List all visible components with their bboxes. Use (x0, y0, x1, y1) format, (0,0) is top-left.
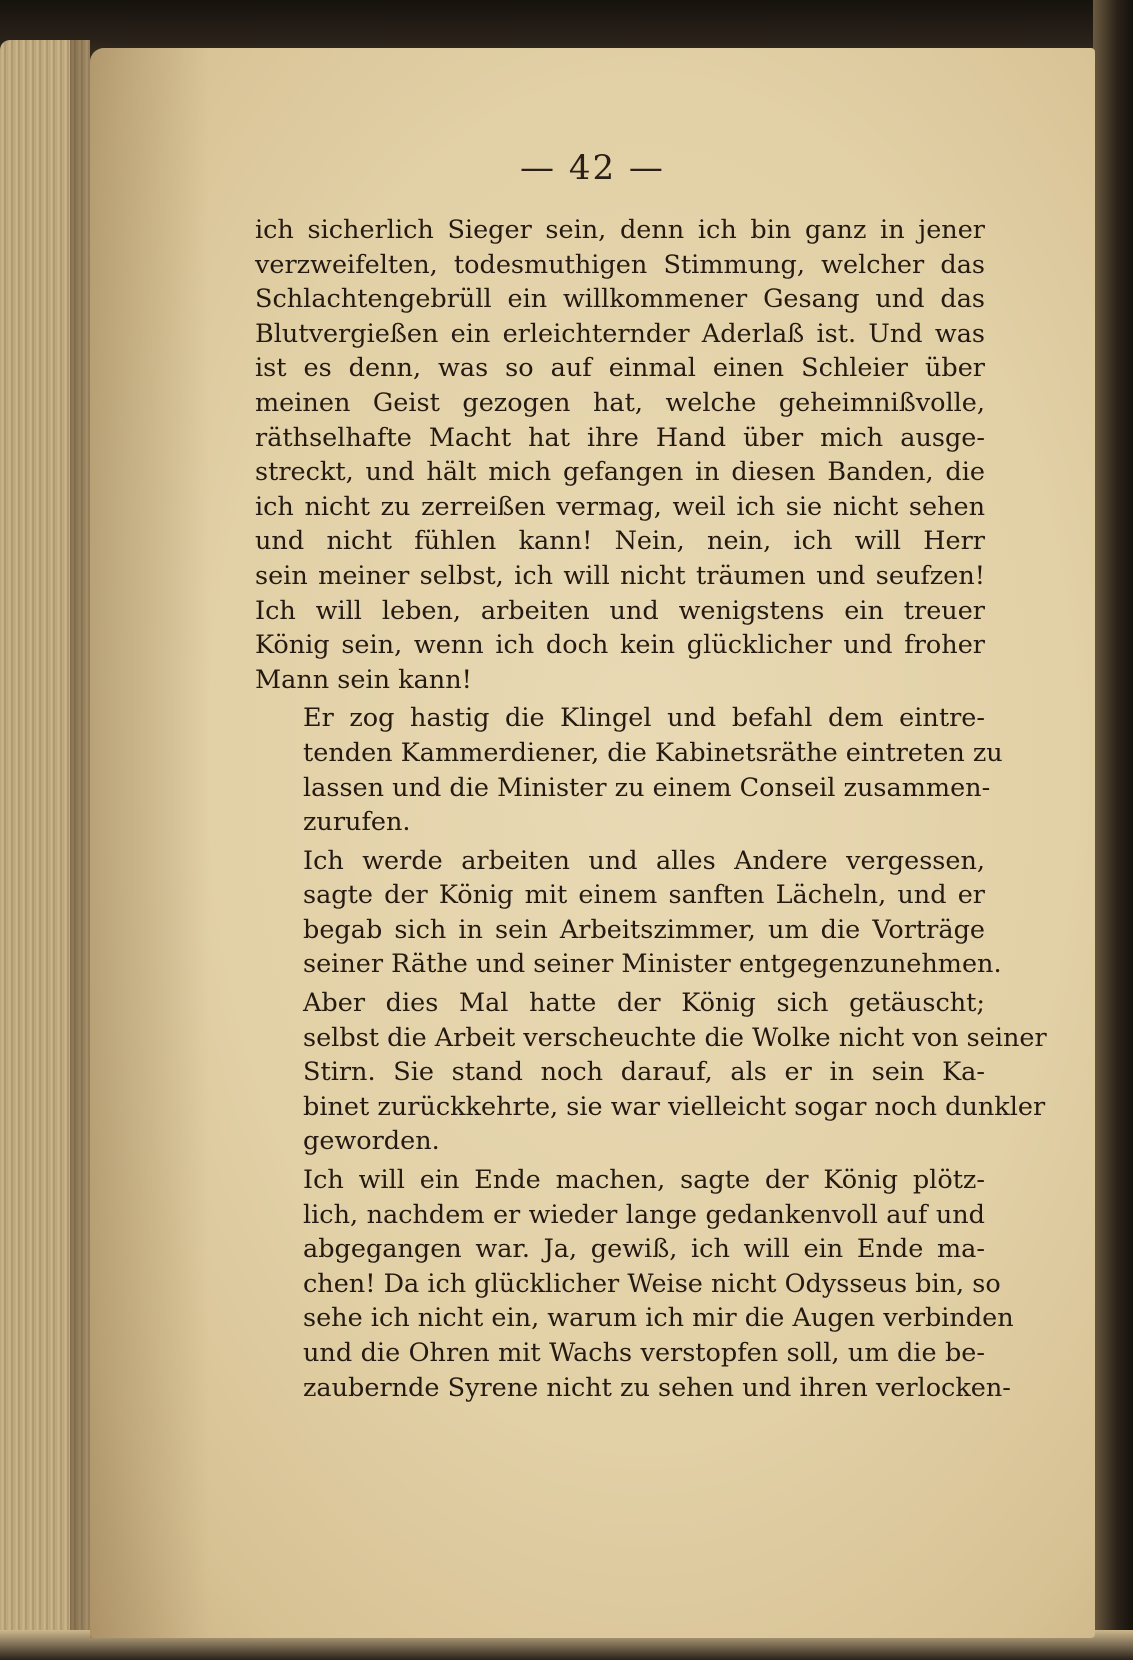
text-line: Er zog hastig die Klingel und befahl dem eintre- (303, 703, 985, 734)
text-line: Schlachtengebrüll ein willkommener Gesang und das (255, 284, 985, 315)
paragraph (255, 844, 1002, 982)
text-line: chen! Da ich glücklicher Weise nicht Odysseus bin, so (303, 1268, 1001, 1299)
text-line: selbst die Arbeit verscheuchte die Wolke nicht von seiner (303, 1022, 1047, 1053)
text-line: ich nicht zu zerreißen vermag, weil ich sie nicht sehen (255, 491, 985, 522)
text-line: lassen und die Minister zu einem Conseil zusammen- (303, 772, 991, 803)
text-line: begab sich in sein Arbeitszimmer, um die Vorträge (303, 914, 985, 945)
text-line: zurufen. (303, 807, 411, 838)
text-line: seiner Räthe und seiner Minister entgegenzunehmen. (303, 949, 1002, 980)
page-number: — 42 — (520, 148, 665, 188)
text-line: meinen Geist gezogen hat, welche geheimnißvolle, (255, 387, 985, 418)
text-line: ich sicherlich Sieger sein, denn ich bin ganz in jener (255, 215, 985, 245)
paragraph (255, 213, 985, 697)
binding-edge (1093, 0, 1133, 1660)
text-line: König sein, wenn ich doch kein glücklicher und froher (255, 630, 985, 661)
text-line: Ich will ein Ende machen, sagte der König plötz- (303, 1165, 985, 1196)
text-line: zaubernde Syrene nicht zu sehen und ihren verlocken- (303, 1372, 1011, 1403)
paragraph (255, 986, 1047, 1159)
text-line: verzweifelten, todesmuthigen Stimmung, welcher das (255, 249, 985, 280)
text-line: sagte der König mit einem sanften Lächeln, und er (303, 880, 985, 911)
text-line: Ich will leben, arbeiten und wenigstens ein treuer (255, 595, 985, 626)
text-line: Ich werde arbeiten und alles Andere vergessen, (303, 845, 985, 876)
text-line: sehe ich nicht ein, warum ich mir die Augen verbinden (303, 1303, 1014, 1334)
book-page (90, 48, 1095, 1638)
text-line: streckt, und hält mich gefangen in diesen Banden, die (255, 457, 985, 488)
text-line: ist es denn, was so auf einmal einen Schleier über (255, 353, 985, 384)
text-line: geworden. (303, 1126, 440, 1157)
text-line: sein meiner selbst, ich will nicht träumen und seufzen! (255, 560, 985, 591)
text-line: tenden Kammerdiener, die Kabinetsräthe eintreten zu (303, 737, 1003, 768)
text-line: Aber dies Mal hatte der König sich getäuscht; (303, 988, 985, 1019)
text-line: Mann sein kann! (255, 664, 472, 695)
paragraph (255, 701, 1003, 839)
text-line: Stirn. Sie stand noch darauf, als er in sein Ka- (303, 1057, 985, 1088)
text-line: und nicht fühlen kann! Nein, nein, ich will Herr (255, 526, 985, 557)
body-text (255, 213, 1047, 1405)
text-line: räthselhafte Macht hat ihre Hand über mich ausge- (255, 422, 985, 453)
text-line: Blutvergießen ein erleichternder Aderlaß ist. Und was (255, 318, 985, 349)
text-line: binet zurückkehrte, sie war vielleicht sogar noch dunkler (303, 1091, 1046, 1122)
text-line: abgegangen war. Ja, gewiß, ich will ein Ende ma- (303, 1234, 985, 1265)
text-line: und die Ohren mit Wachs verstopfen soll, um die be- (303, 1338, 985, 1368)
page-gutter-shade (90, 48, 210, 1638)
text-line: lich, nachdem er wieder lange gedankenvoll auf und (303, 1199, 985, 1230)
paragraph (255, 1163, 1014, 1405)
